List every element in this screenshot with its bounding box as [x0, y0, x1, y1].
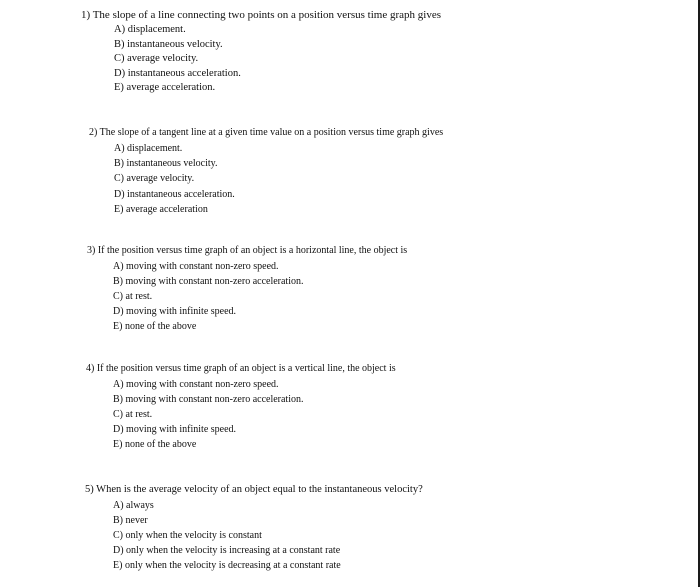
question-3-options [0, 259, 690, 334]
question-4-option-b: B) moving with constant non-zero acceleration. [113, 394, 304, 405]
question-4-text: 4) If the position versus time graph of an object is a vertical line, the object is [86, 363, 396, 374]
question-2-text: 2) The slope of a tangent line at a given time value on a position versus time graph gives [89, 127, 444, 138]
question-5-option-b: B) never [113, 515, 148, 526]
question-5-options [0, 498, 690, 573]
question-3-option-a: A) moving with constant non-zero speed. [113, 261, 279, 272]
question-3-option-d: D) moving with infinite speed. [113, 306, 237, 317]
question-5-option-e: E) only when the velocity is decreasing at a constant rate [113, 560, 341, 571]
question-2-option-a: A) displacement. [114, 143, 183, 154]
question-1-text: 1) The slope of a line connecting two points on a position versus time graph gives [81, 9, 441, 21]
question-5-option-a: A) always [113, 500, 154, 511]
question-4-option-d: D) moving with infinite speed. [113, 424, 237, 435]
question-1-option-e: E) average acceleration. [114, 82, 216, 94]
question-5-option-c: C) only when the velocity is constant [113, 530, 262, 541]
question-1 [0, 8, 690, 96]
question-5-option-d: D) only when the velocity is increasing at a constant rate [113, 545, 341, 556]
question-4-option-e: E) none of the above [113, 439, 197, 450]
question-1-option-a: A) displacement. [114, 24, 186, 35]
question-4 [0, 362, 690, 452]
question-4-option-a: A) moving with constant non-zero speed. [113, 379, 279, 390]
question-3-option-b: B) moving with constant non-zero acceleration. [113, 276, 304, 287]
question-3-text: 3) If the position versus time graph of an object is a horizontal line, the object is [87, 245, 408, 256]
question-5 [0, 483, 690, 573]
question-5-text: 5) When is the average velocity of an object equal to the instantaneous velocity? [85, 484, 423, 495]
question-1-options [0, 23, 690, 96]
question-2-option-c: C) average velocity. [114, 173, 195, 185]
question-1-option-c: C) average velocity. [114, 53, 199, 65]
question-2-option-b: B) instantaneous velocity. [114, 158, 218, 170]
question-2-option-d: D) instantaneous acceleration. [114, 188, 235, 200]
question-3-option-e: E) none of the above [113, 321, 197, 332]
question-3 [0, 244, 690, 334]
question-4-options [0, 377, 690, 452]
question-1-option-b: B) instantaneous velocity. [114, 38, 223, 50]
question-2-options [0, 141, 690, 217]
question-2-option-e: E) average acceleration [114, 203, 208, 215]
question-2 [0, 126, 690, 217]
question-1-option-d: D) instantaneous acceleration. [114, 67, 241, 79]
question-4-option-c: C) at rest. [113, 409, 153, 420]
question-3-option-c: C) at rest. [113, 291, 153, 302]
